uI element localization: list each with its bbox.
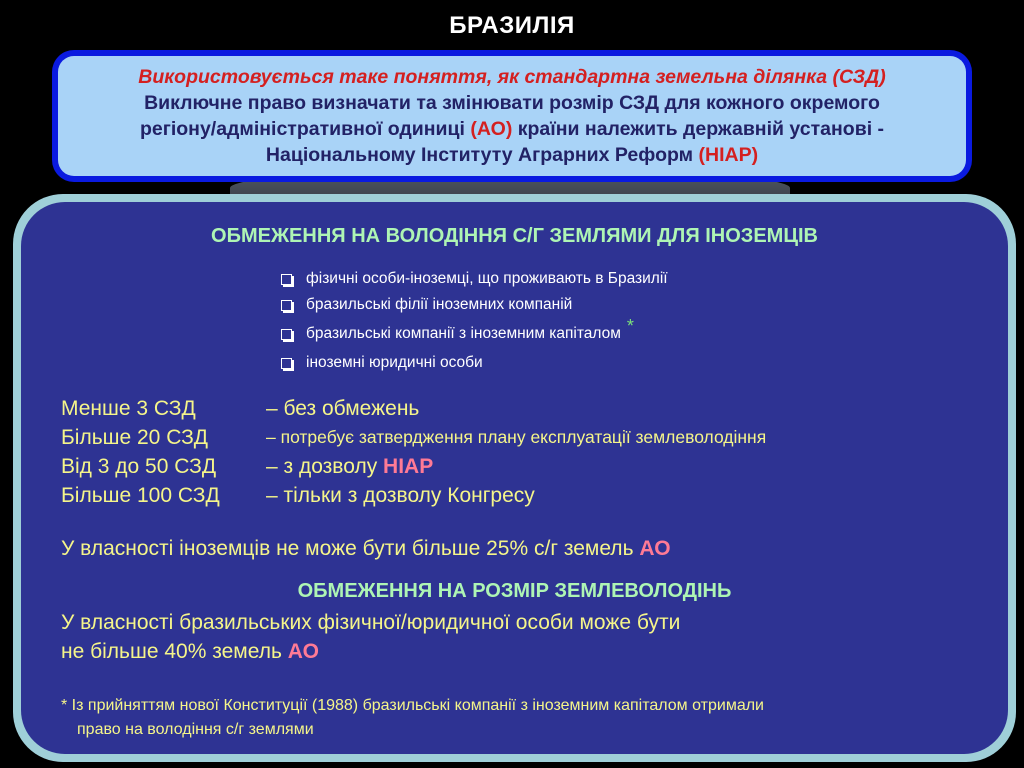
size-rules <box>61 394 766 510</box>
checkbox-bullet-icon <box>281 300 292 311</box>
list-item <box>281 266 668 292</box>
definition-line-3-a: регіону/адміністративної одиниці <box>139 118 471 140</box>
niar-highlight: НІАР <box>383 454 434 478</box>
rule-row <box>61 481 766 510</box>
list-item <box>281 292 668 318</box>
list-item-text: бразильські філії іноземних компаній <box>306 296 573 313</box>
definition-line-3 <box>68 116 956 142</box>
size-limit-line-1: У власності бразильських фізичної/юридичної особи може бути <box>61 611 681 634</box>
bullet-list <box>281 266 668 376</box>
size-limit-line-2-text: не більше 40% земель <box>61 640 288 663</box>
rule-value: – потребує затвердження плану експлуатації землеволодіння <box>266 427 767 447</box>
list-item-text: бразильські компанії з іноземним капіталом <box>306 325 621 342</box>
list-item <box>281 350 668 376</box>
definition-line-1: Використовується таке поняття, як стандартна земельна ділянка (СЗД) <box>138 66 886 88</box>
checkbox-bullet-icon <box>281 329 292 340</box>
list-item <box>281 315 668 350</box>
list-item-text: фізичні особи-іноземці, що проживають в Бразилії <box>306 270 668 287</box>
restrictions-box <box>13 194 1016 762</box>
ao-abbreviation: (АО) <box>470 118 513 140</box>
definition-line-2: Виключне право визначати та змінювати розмір СЗД для кожного окремого <box>144 92 880 114</box>
ao-highlight: АО <box>639 537 671 560</box>
definition-box-inner <box>58 56 966 176</box>
foreign-limit-text <box>61 534 671 563</box>
footnote-line-1: * Із прийняттям нової Конституції (1988) бразильські компанії з іноземним капіталом отримали <box>61 697 764 714</box>
rule-key: Менше 3 СЗД <box>61 396 196 420</box>
rule-row <box>61 394 766 423</box>
definition-box <box>52 50 972 182</box>
size-limit-line-2 <box>61 637 680 666</box>
definition-line-4 <box>68 142 956 168</box>
definition-line-3-b: країни належить державній установі - <box>512 118 885 140</box>
rule-key: Більше 100 СЗД <box>61 483 220 507</box>
ao-highlight: АО <box>287 640 319 663</box>
rule-value: – тільки з дозволу Конгресу <box>266 483 535 507</box>
footnote-star: * <box>626 315 634 336</box>
size-limit-text <box>61 608 680 666</box>
niar-abbreviation: (НІАР) <box>698 144 759 166</box>
section-heading-size-limits: ОБМЕЖЕННЯ НА РОЗМІР ЗЕМЛЕВОЛОДІНЬ <box>297 580 732 602</box>
rule-value <box>266 455 433 479</box>
section-heading-foreign-ownership: ОБМЕЖЕННЯ НА ВОЛОДІННЯ С/Г ЗЕМЛЯМИ ДЛЯ ІНОЗЕМЦІВ <box>211 225 818 247</box>
restrictions-box-inner <box>21 202 1008 754</box>
rule-row <box>61 452 766 481</box>
checkbox-bullet-icon <box>281 274 292 285</box>
rule-key: Від 3 до 50 СЗД <box>61 454 217 478</box>
footnote-line-2: право на володіння с/г землями <box>77 721 314 738</box>
footnote <box>61 694 764 742</box>
rule-row <box>61 423 766 452</box>
rule-key: Більше 20 СЗД <box>61 425 209 449</box>
rule-value: – без обмежень <box>266 396 420 420</box>
rule-value-text: – з дозволу <box>266 454 384 478</box>
checkbox-bullet-icon <box>281 358 292 369</box>
slide-title: БРАЗИЛІЯ <box>449 12 575 39</box>
list-item-text: іноземні юридичні особи <box>306 354 483 371</box>
definition-line-4-a: Національному Інституту Аграрних Реформ <box>265 144 699 166</box>
foreign-limit-main: У власності іноземців не може бути більше 25% с/г земель <box>61 537 640 560</box>
